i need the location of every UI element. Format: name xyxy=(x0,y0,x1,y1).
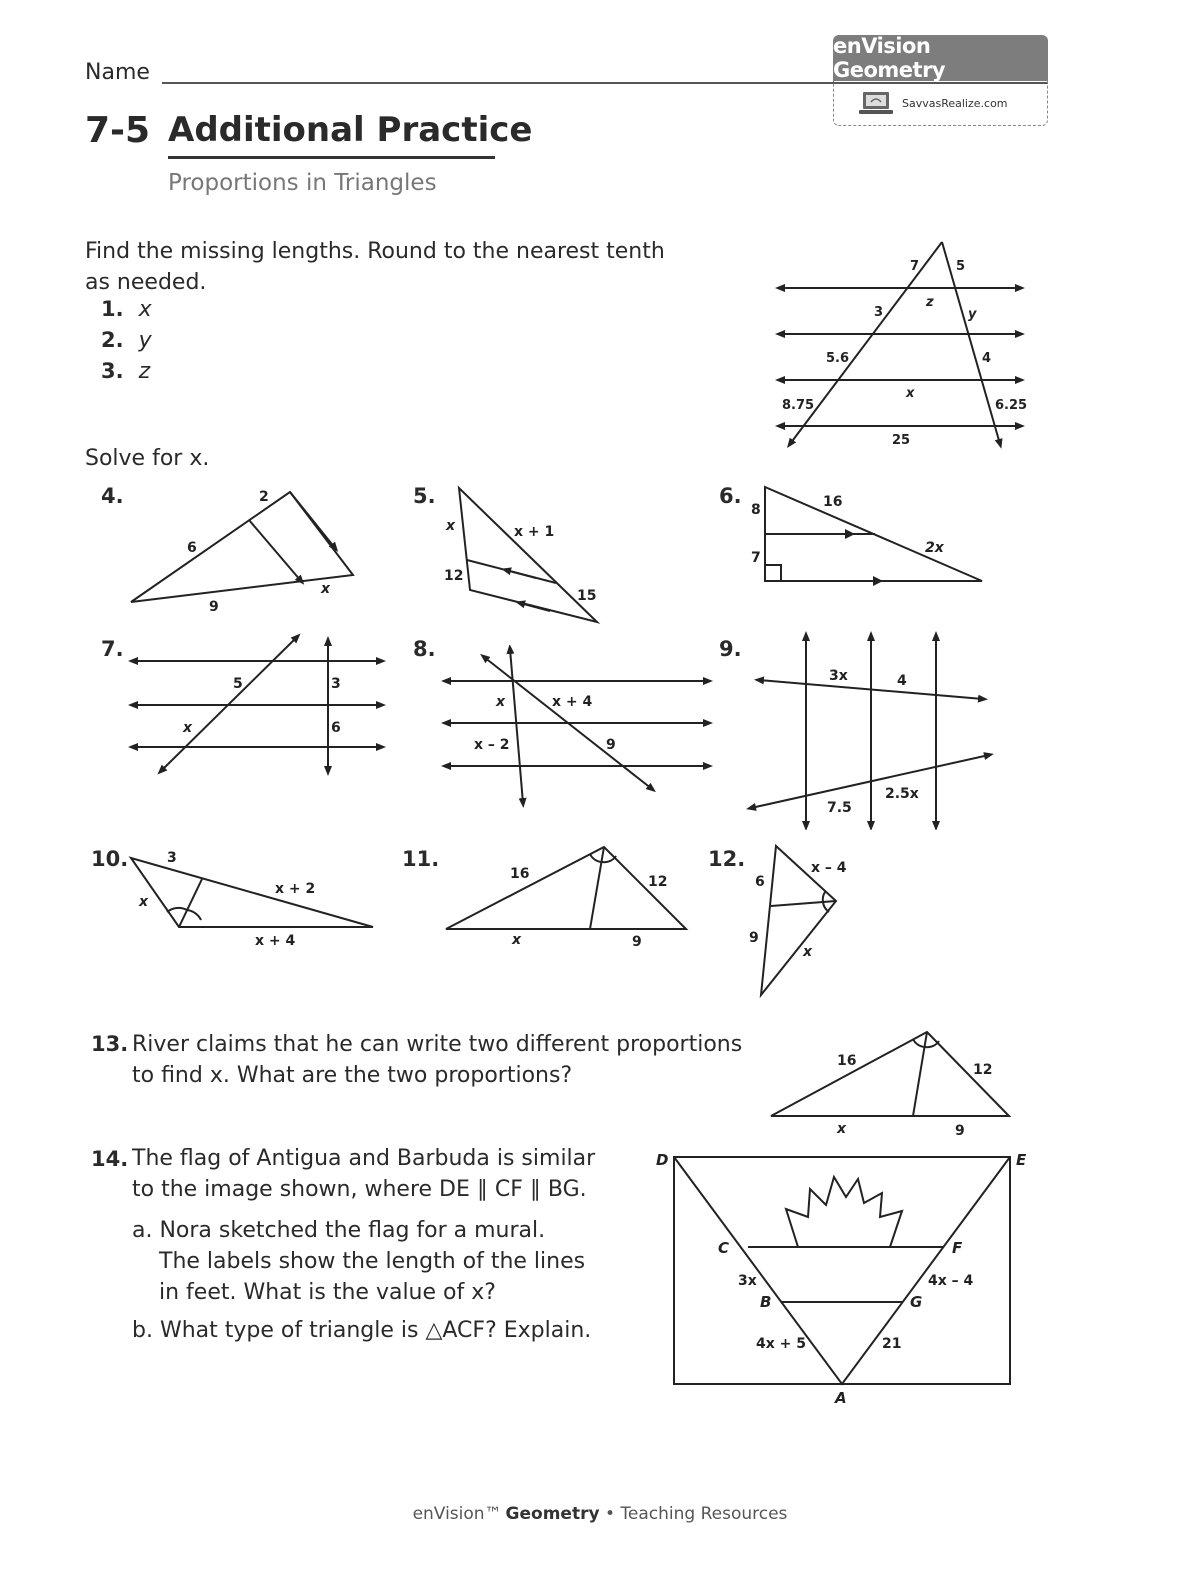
label-x: x xyxy=(906,386,915,401)
angle-mark xyxy=(823,902,829,912)
figure-problem-12 xyxy=(745,840,875,1000)
label: 2 xyxy=(259,489,269,505)
label-7: 7 xyxy=(910,259,920,274)
site-url: SavvasRealize.com xyxy=(902,96,1008,110)
label-4x-5: 4x + 5 xyxy=(756,1336,806,1352)
figure-parallel-lines-main xyxy=(770,236,1040,451)
item-number: 3. xyxy=(101,359,124,383)
label-3: 3 xyxy=(874,305,884,320)
problem-6-number: 6. xyxy=(719,484,742,508)
part1-instructions-line2: as needed. xyxy=(85,270,207,295)
q14-a-line2: The labels show the length of the lines xyxy=(159,1249,586,1274)
footer-product: Geometry xyxy=(505,1504,600,1524)
triangle xyxy=(131,858,373,927)
q14-number: 14. xyxy=(91,1147,129,1171)
label: x xyxy=(321,581,331,597)
arrow-marker xyxy=(520,603,550,611)
side-marker xyxy=(290,492,335,548)
figure-problem-4 xyxy=(125,484,365,619)
label-25: 25 xyxy=(892,433,911,448)
transversal-left xyxy=(790,242,942,444)
figure-flag xyxy=(650,1145,1040,1410)
angle-mark xyxy=(590,854,602,862)
label-21: 21 xyxy=(882,1336,902,1352)
label: 7 xyxy=(751,550,761,566)
label: x – 2 xyxy=(474,737,510,753)
label: 16 xyxy=(823,494,843,510)
angle-bisector xyxy=(179,879,202,927)
q14-line2: to the image shown, where DE ∥ CF ∥ BG. xyxy=(132,1177,587,1202)
label-5: 5 xyxy=(956,259,966,274)
q13-line2: to find x. What are the two proportions? xyxy=(132,1063,573,1088)
q14-part-b: b. What type of triangle is △ACF? Explain. xyxy=(132,1318,592,1343)
label: x xyxy=(446,518,456,534)
label: 12 xyxy=(973,1062,993,1078)
q13-text xyxy=(132,1029,742,1091)
label-c: C xyxy=(718,1239,730,1257)
arrow-marker xyxy=(506,570,536,578)
brand-site-row xyxy=(833,81,1048,126)
label-z: z xyxy=(926,295,934,310)
figure-q13 xyxy=(765,1025,1020,1143)
transversal xyxy=(510,649,523,803)
label: 15 xyxy=(577,588,597,604)
problem-9-number: 9. xyxy=(719,637,742,661)
figure-problem-5 xyxy=(440,484,610,629)
label: 3 xyxy=(167,850,177,866)
part1-instructions xyxy=(85,236,665,298)
triangle xyxy=(131,492,353,602)
parallel-segment xyxy=(249,520,301,581)
item-3 xyxy=(101,359,150,384)
figure-problem-10 xyxy=(125,848,380,953)
angle-mark xyxy=(823,892,825,902)
label: x + 2 xyxy=(275,881,316,897)
laptop-icon xyxy=(858,90,894,116)
problem-4-number: 4. xyxy=(101,484,124,508)
label: 16 xyxy=(510,866,530,882)
label-5-6: 5.6 xyxy=(826,351,850,366)
figure-problem-11 xyxy=(440,840,695,955)
figure-problem-8 xyxy=(440,645,715,810)
label: 9 xyxy=(606,737,616,753)
item-number: 1. xyxy=(101,297,124,321)
lesson-subtitle: Proportions in Triangles xyxy=(168,170,437,196)
q14-line1: The flag of Antigua and Barbuda is similar xyxy=(132,1146,596,1171)
q14-text xyxy=(132,1143,595,1205)
label-6-25: 6.25 xyxy=(995,398,1028,413)
angle-bisector xyxy=(913,1032,927,1116)
name-label: Name xyxy=(85,60,150,85)
figure-problem-6 xyxy=(745,484,990,589)
title-underline xyxy=(168,156,495,159)
problem-10-number: 10. xyxy=(91,847,129,871)
label: 9 xyxy=(632,934,642,950)
footer-separator: • xyxy=(599,1504,621,1524)
item-variable: x xyxy=(138,297,152,322)
q13-number: 13. xyxy=(91,1032,129,1056)
lesson-number: 7-5 xyxy=(85,110,151,151)
q14-a-line1: a. Nora sketched the flag for a mural. xyxy=(132,1218,546,1243)
label: x xyxy=(496,694,506,710)
label: 4 xyxy=(897,673,907,689)
item-variable: y xyxy=(138,328,152,353)
label-3x: 3x xyxy=(738,1273,757,1289)
label: 8 xyxy=(751,502,761,518)
angle-bisector xyxy=(771,901,836,906)
q13-line1: River claims that he can write two different proportions xyxy=(132,1032,743,1057)
label: 5 xyxy=(233,676,243,692)
part2-instructions: Solve for x. xyxy=(85,446,210,471)
problem-7-number: 7. xyxy=(101,637,124,661)
label: 6 xyxy=(187,540,197,556)
label: 2.5x xyxy=(885,786,919,802)
label: 6 xyxy=(755,874,765,890)
q14-part-a xyxy=(132,1215,585,1308)
label: x + 4 xyxy=(552,694,593,710)
label: x xyxy=(139,894,149,910)
angle-bisector xyxy=(590,847,604,929)
problem-12-number: 12. xyxy=(708,847,746,871)
arrow-marker xyxy=(873,576,883,586)
label: 12 xyxy=(444,568,464,584)
label: 16 xyxy=(837,1053,857,1069)
label-4x-4: 4x – 4 xyxy=(928,1273,974,1289)
item-variable: z xyxy=(138,359,151,384)
transversal-right xyxy=(942,242,1000,444)
label-a: A xyxy=(835,1389,847,1407)
label: x xyxy=(837,1121,847,1137)
item-number: 2. xyxy=(101,328,124,352)
label-4: 4 xyxy=(982,351,992,366)
label: 9 xyxy=(955,1123,965,1139)
label: x xyxy=(183,720,193,736)
label: 9 xyxy=(749,930,759,946)
lesson-title: Additional Practice xyxy=(168,110,533,150)
label: x xyxy=(512,932,522,948)
q14-a-line3: in feet. What is the value of x? xyxy=(159,1280,496,1305)
label: 3x xyxy=(829,668,848,684)
label: 6 xyxy=(331,720,341,736)
angle-mark xyxy=(913,1039,925,1047)
label: 7.5 xyxy=(827,800,852,816)
item-1 xyxy=(101,297,152,322)
angle-mark xyxy=(187,910,201,920)
problem-5-number: 5. xyxy=(413,484,436,508)
label-g: G xyxy=(910,1293,923,1311)
problem-11-number: 11. xyxy=(402,847,440,871)
label-f: F xyxy=(952,1239,963,1257)
brand-badge xyxy=(833,35,1048,127)
item-2 xyxy=(101,328,152,353)
label-y: y xyxy=(968,307,977,322)
label-e: E xyxy=(1016,1151,1027,1169)
label: x + 1 xyxy=(514,524,555,540)
label: x – 4 xyxy=(811,860,847,876)
part1-instructions-line1: Find the missing lengths. Round to the nearest tenth xyxy=(85,239,665,264)
label: 3 xyxy=(331,676,341,692)
label: x + 4 xyxy=(255,933,296,949)
footer-rest: Teaching Resources xyxy=(620,1504,788,1524)
label: 2x xyxy=(925,540,944,556)
label-8-75: 8.75 xyxy=(782,398,815,413)
figure-problem-7 xyxy=(125,633,390,778)
label: 9 xyxy=(209,599,219,615)
footer-brand: enVision™ xyxy=(412,1504,502,1524)
label: 12 xyxy=(648,874,668,890)
brand-logo: enVision Geometry xyxy=(833,35,1048,81)
arrow-marker xyxy=(845,529,855,539)
footer xyxy=(0,1504,1200,1524)
label-d: D xyxy=(656,1151,669,1169)
problem-8-number: 8. xyxy=(413,637,436,661)
label-b: B xyxy=(760,1293,772,1311)
figure-problem-9 xyxy=(745,630,1000,830)
angle-mark xyxy=(167,908,187,912)
sun-shape xyxy=(786,1177,902,1247)
right-angle-mark xyxy=(765,565,781,581)
label: x xyxy=(803,944,813,960)
